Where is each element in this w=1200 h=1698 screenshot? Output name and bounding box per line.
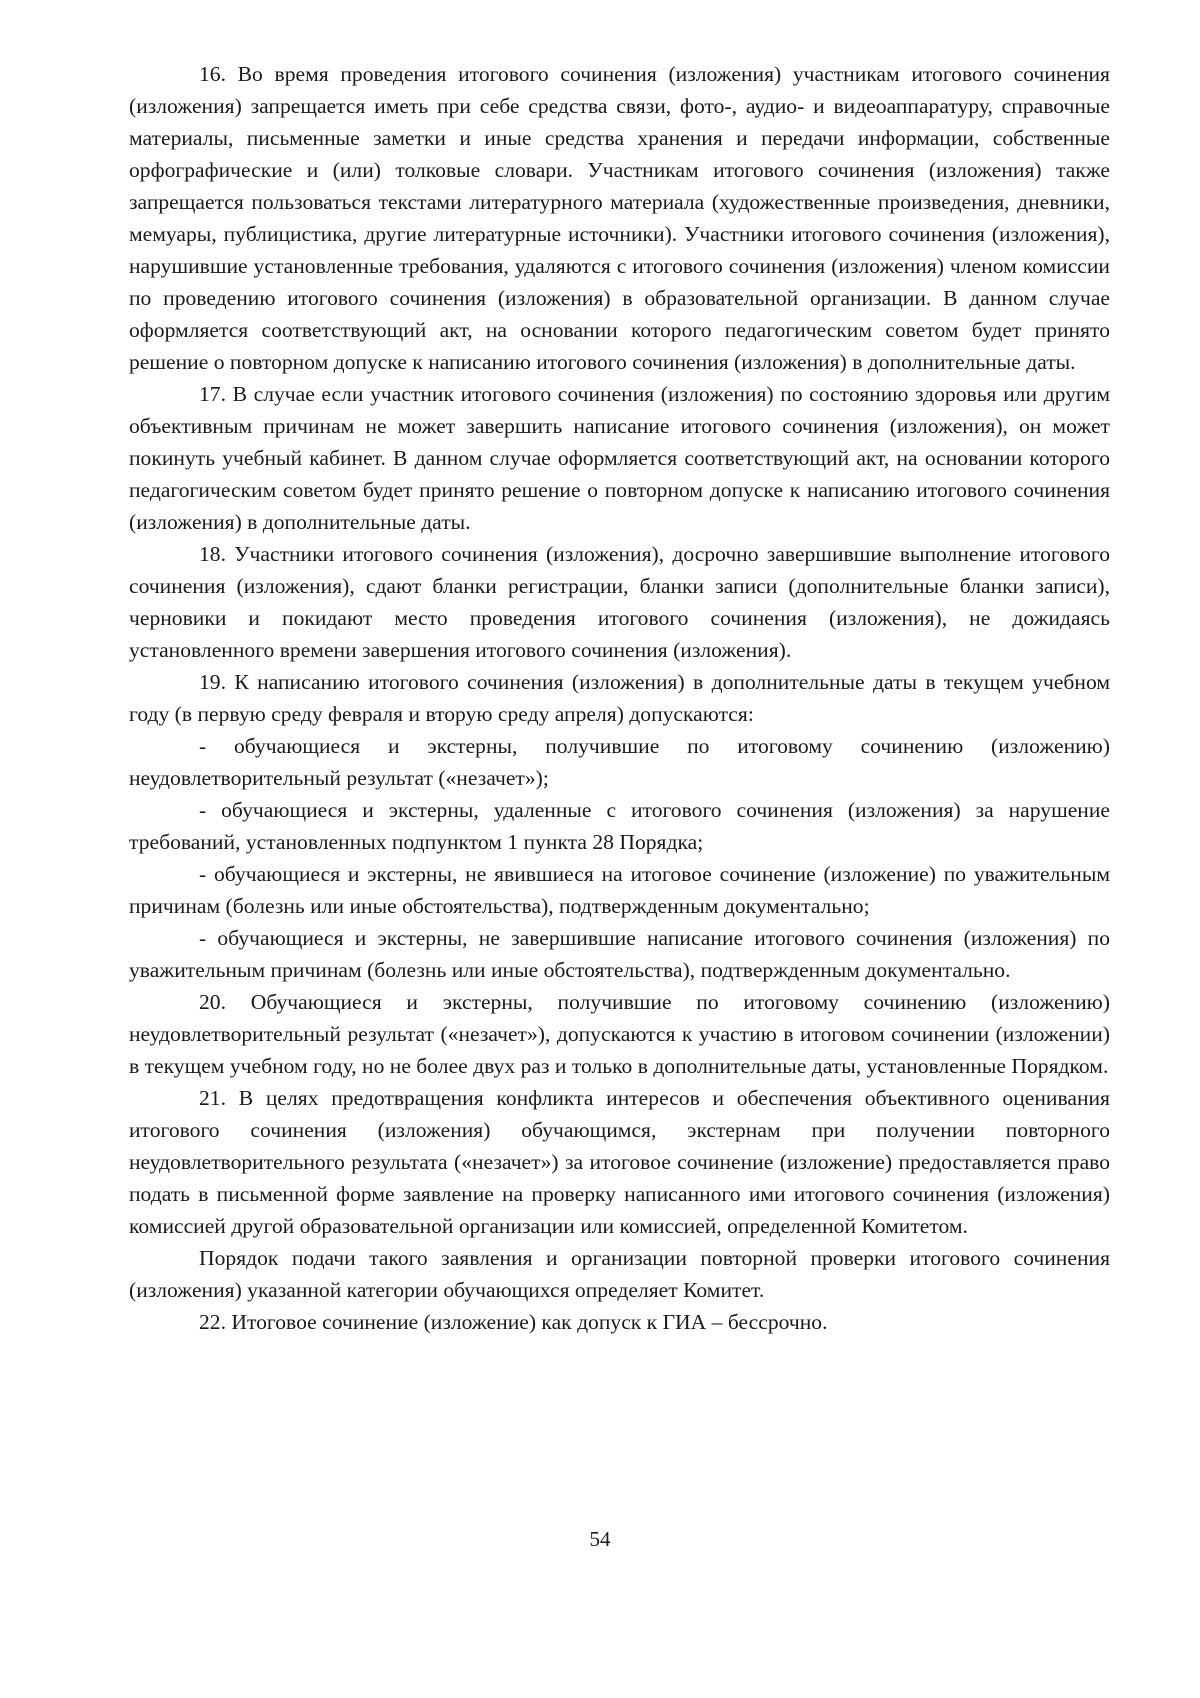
paragraph-18: 18. Участники итогового сочинения (изложения), досрочно завершившие выполнение итогового сочинения (изложения), сдают бланки регистрации, бланки записи (дополнительные бланки записи), черновики и покидают место проведения итогового сочинения (изложения), не дожидаясь установленного времени завершения итогового сочинения (изложения). [129, 542, 1110, 662]
list-item-19-1: - обучающиеся и экстерны, получившие по итоговому сочинению (изложению) неудовлетворительный результат («незачет»); [129, 734, 1110, 790]
list-item-19-3: - обучающиеся и экстерны, не явившиеся на итоговое сочинение (изложение) по уважительным причинам (болезнь или иные обстоятельства), подтвержденным документально; [129, 862, 1110, 918]
paragraph-21: 21. В целях предотвращения конфликта интересов и обеспечения объективного оценивания итогового сочинения (изложения) обучающимся, экстернам при получении повторного неудовлетворительного результата («незачет») за итоговое сочинение (изложение) предоставляется право подать в письменной форме заявление на проверку написанного ими итогового сочинения (изложения) комиссией другой образовательной организации или комиссией, определенной Комитетом. [129, 1086, 1110, 1238]
paragraph-16: 16. Во время проведения итогового сочинения (изложения) участникам итогового сочинения (изложения) запрещается иметь при себе средства связи, фото-, аудио- и видеоаппаратуру, справочные материалы, письменные заметки и иные средства хранения и передачи информации, собственные орфографические и (или) толковые словари. Участникам итогового сочинения (изложения) также запрещается пользоваться текстами литературного материала (художественные произведения, дневники, мемуары, публицистика, другие литературные источники). Участники итогового сочинения (изложения), нарушившие установленные требования, удаляются с итогового сочинения (изложения) членом комиссии по проведению итогового сочинения (изложения) в образовательной организации. В данном случае оформляется соответствующий акт, на основании которого педагогическим советом будет принято решение о повторном допуске к написанию итогового сочинения (изложения) в дополнительные даты. [129, 62, 1110, 374]
paragraph-22: 22. Итоговое сочинение (изложение) как допуск к ГИА – бессрочно. [199, 1310, 828, 1334]
paragraph-17: 17. В случае если участник итогового сочинения (изложения) по состоянию здоровья или другим объективным причинам не может завершить написание итогового сочинения (изложения), он может покинуть учебный кабинет. В данном случае оформляется соответствующий акт, на основании которого педагогическим советом будет принято решение о повторном допуске к написанию итогового сочинения (изложения) в дополнительные даты. [129, 382, 1110, 534]
document-body [129, 58, 1110, 1338]
page-number: 54 [589, 1527, 611, 1551]
list-item-19-2: - обучающиеся и экстерны, удаленные с итогового сочинения (изложения) за нарушение требований, установленных подпунктом 1 пункта 28 Порядка; [129, 798, 1110, 854]
paragraph-21-procedure: Порядок подачи такого заявления и организации повторной проверки итогового сочинения (изложения) указанной категории обучающихся определяет Комитет. [129, 1246, 1110, 1302]
paragraph-19: 19. К написанию итогового сочинения (изложения) в дополнительные даты в текущем учебном году (в первую среду февраля и вторую среду апреля) допускаются: [129, 670, 1110, 726]
paragraph-20: 20. Обучающиеся и экстерны, получившие по итоговому сочинению (изложению) неудовлетворительный результат («незачет»), допускаются к участию в итоговом сочинении (изложении) в текущем учебном году, но не более двух раз и только в дополнительные даты, установленные Порядком. [129, 990, 1110, 1078]
list-item-19-4: - обучающиеся и экстерны, не завершившие написание итогового сочинения (изложения) по уважительным причинам (болезнь или иные обстоятельства), подтвержденным документально. [129, 926, 1110, 982]
